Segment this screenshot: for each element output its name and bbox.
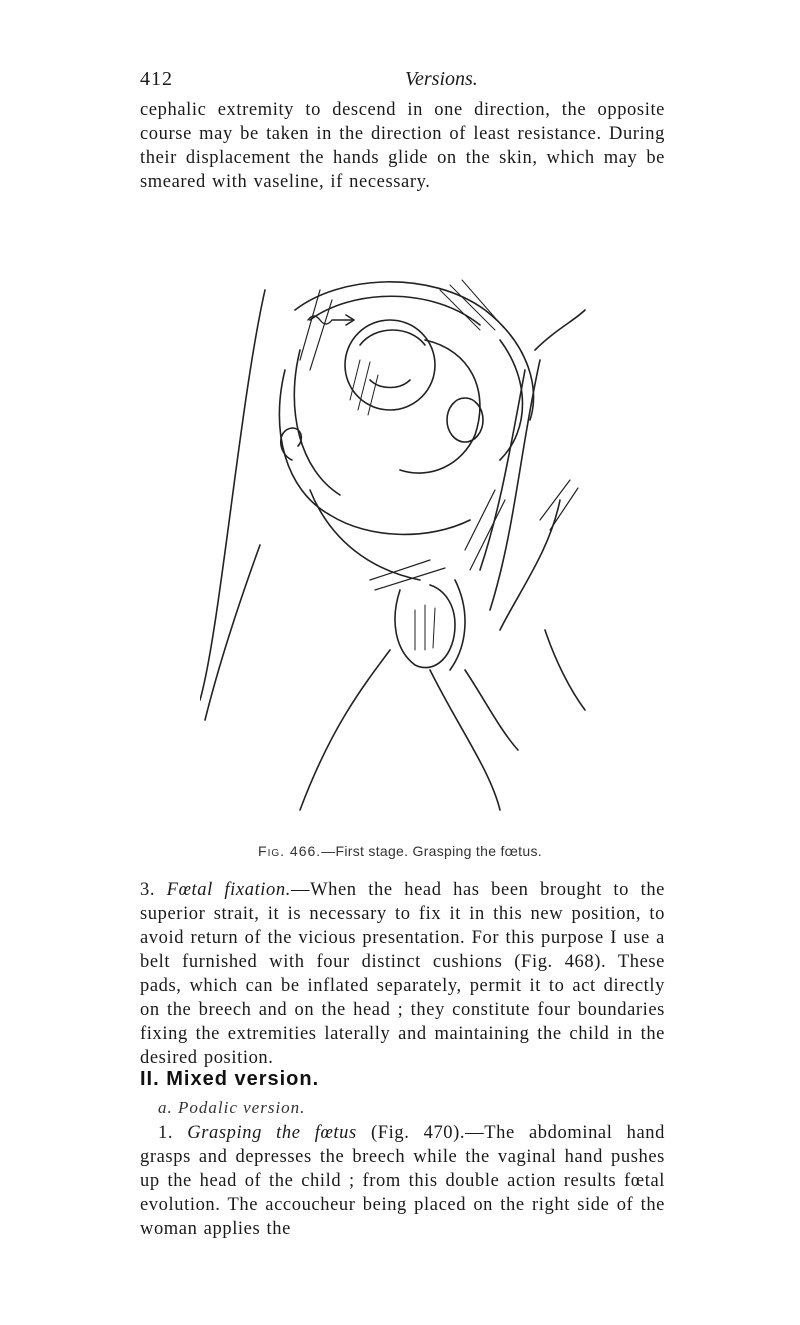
paragraph-text: (Fig. 470).—The abdominal hand grasps and depresses the breech while the vaginal hand pushes up the head of the child ; from this double action results fœtal evolution. The accoucheur being placed on the right side of the woman applies the bbox=[140, 1123, 666, 1239]
figure-caption-text: —First stage. Grasping the fœtus. bbox=[321, 843, 542, 859]
paragraph-number: 1. bbox=[158, 1123, 174, 1143]
grasping-fetus-illustration bbox=[200, 250, 700, 850]
figure-label: Fig. 466. bbox=[258, 843, 322, 859]
subsection-label: a. Podalic version. bbox=[158, 1098, 306, 1117]
paragraph-title: Fœtal fixation. bbox=[166, 880, 291, 900]
section-heading: II. Mixed version. bbox=[140, 1068, 320, 1090]
paragraph-grasping bbox=[140, 1121, 665, 1241]
page-header bbox=[140, 50, 670, 90]
page-number: 412 bbox=[140, 68, 173, 90]
running-head: Versions. bbox=[405, 68, 478, 90]
paragraph-foetal-fixation bbox=[140, 878, 665, 1070]
paragraph-text: —When the head has been brought to the superior strait, it is necessary to fix it in this new position, to avoid return of the vicious presentation. For this purpose I use a belt furnished with four distinct cushions (Fig. 468). These pads, which can be inflated separately, permit it to act directly on the breech and on the head ; they constitute four boundaries fixing the extremities laterally and maintaining the child in the desired position. bbox=[140, 880, 665, 1068]
paragraph-continuation: cephalic extremity to descend in one direction, the opposite course may be taken in the direction of least resistance. During their displacement the hands glide on the skin, which may be smeared with vaseline, if necessary. bbox=[140, 100, 665, 192]
figure-466 bbox=[200, 250, 700, 850]
paragraph-number: 3. bbox=[140, 880, 156, 900]
figure-caption bbox=[0, 843, 800, 859]
paragraph-title: Grasping the fœtus bbox=[187, 1123, 357, 1143]
